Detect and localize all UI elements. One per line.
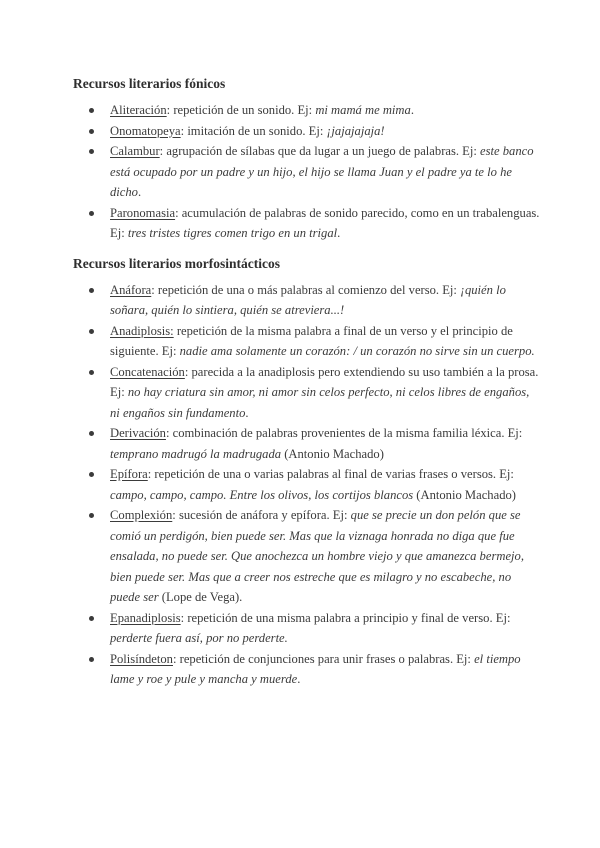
separator: : [151, 282, 158, 297]
example-text: este banco está ocupado por un padre y un hijo, el hijo se llama Juan y el padre ya te lo he dicho [110, 144, 534, 199]
definition-text: repetición de un sonido. Ej: [173, 103, 316, 117]
list-item-epanadiplosis [73, 608, 540, 649]
trailing-text: . [297, 672, 301, 686]
example-text: ¡jajajajaja! [326, 123, 385, 138]
list-item-anafora [73, 280, 540, 321]
list-item-onomatopeya [73, 121, 540, 142]
phonic-devices-list [73, 100, 540, 244]
term-label: Anáfora [110, 282, 152, 297]
term-label: Aliteración [110, 103, 167, 117]
example-text: tres tristes tigres comen trigo en un trigal [127, 226, 338, 240]
definition-text: repetición de una misma palabra a principio y final de verso. Ej: [187, 610, 511, 625]
trailing-text: (Lope de Vega). [158, 590, 243, 604]
bullet-icon [89, 288, 94, 293]
example-text: nadie ama solamente un corazón: / un corazón no sirve sin un cuerpo. [179, 344, 535, 358]
term-label: Derivación [110, 426, 166, 440]
bullet-icon [89, 108, 94, 113]
example-text: campo, campo, campo. Entre los olivos, los cortijos blancos [110, 487, 414, 502]
example-text: que se precie un don pelón que se comió un perdigón, bien puede ser. Mas que la viznaga honrada no diga que fue ensalada, no puede ser. Que anochezca un hombre viejo y que amanezca bermejo, bien puede ser. Mas que a creer nos estreche que es milagro y no escabeche, no puede ser [110, 508, 524, 604]
definition-text: repetición de una o más palabras al comienzo del verso. Ej: [157, 282, 461, 297]
list-item-epifora [73, 464, 540, 505]
bullet-icon [89, 431, 94, 436]
separator: : [165, 426, 173, 440]
separator: : [147, 467, 155, 481]
separator: : [172, 508, 179, 522]
bullet-icon [89, 513, 94, 518]
separator: : [180, 610, 188, 625]
section-heading-phonic: Recursos literarios fónicos [73, 76, 226, 91]
trailing-text: (Antonio Machado) [413, 487, 516, 502]
list-item-anadiplosis [73, 321, 540, 362]
definition-text: repetición de la misma palabra a final de un verso y el principio de siguiente. Ej: [110, 323, 513, 358]
bullet-icon [89, 370, 94, 375]
definition-text: agrupación de sílabas que da lugar a un juego de palabras. Ej: [166, 144, 481, 158]
trailing-text: . [410, 103, 414, 117]
list-item-aliteracion [73, 100, 540, 121]
trailing-text: . [245, 405, 249, 420]
morphosyntactic-devices-list [73, 280, 540, 690]
separator: : [184, 364, 192, 379]
example-text: perderte fuera así, por no perderte. [110, 631, 288, 645]
definition-text: acumulación de palabras de sonido parecido, como en un trabalenguas. Ej: [110, 205, 540, 240]
definition-text: repetición de conjunciones para unir frases o palabras. Ej: [179, 651, 475, 666]
list-item-polisindeton [73, 649, 540, 690]
definition-text: sucesión de anáfora y epífora. Ej: [178, 508, 351, 522]
bullet-icon [89, 211, 94, 216]
term-label: Calambur [110, 144, 160, 158]
definition-text: imitación de un sonido. Ej: [187, 123, 327, 138]
list-item-derivacion [73, 423, 540, 464]
separator: : [172, 651, 180, 666]
definition-text: combinación de palabras provenientes de la misma familia léxica. Ej: [172, 426, 523, 440]
definition-text: parecida a la anadiplosis pero extendiendo su uso también a la prosa. Ej: [110, 364, 539, 399]
bullet-icon [89, 472, 94, 477]
definition-text: repetición de una o varias palabras al final de varias frases o versos. Ej: [154, 467, 514, 481]
trailing-text: . [337, 226, 341, 240]
separator: : [166, 103, 174, 117]
term-label: Polisíndeton [110, 651, 173, 666]
separator: : [180, 123, 188, 138]
bullet-icon [89, 129, 94, 134]
term-label: Epanadiplosis [110, 610, 181, 625]
term-label: Complexión [110, 508, 173, 522]
example-text: el tiempo lame y roe y pule y mancha y muerde [110, 651, 521, 686]
example-text: no hay criatura sin amor, ni amor sin celos perfecto, ni celos libres de engaños, ni engaños sin fundamento [110, 385, 530, 420]
term-label: Anadiplosis: [110, 323, 174, 338]
bullet-icon [89, 616, 94, 621]
term-label: Epífora [110, 467, 148, 481]
list-item-calambur [73, 141, 540, 203]
example-text: ¡quién lo soñara, quién lo sintiera, quién se atreviera...! [110, 282, 506, 317]
list-item-complexion [73, 505, 540, 608]
list-item-concatenacion [73, 362, 540, 424]
separator: : [175, 205, 182, 220]
trailing-text: . [137, 185, 142, 199]
example-text: mi mamá me mima [315, 103, 411, 117]
term-label: Onomatopeya [110, 123, 181, 138]
term-label: Concatenación [110, 364, 185, 379]
section-heading-morphosyntactic: Recursos literarios morfosintácticos [73, 255, 280, 271]
term-label: Paronomasia [110, 205, 176, 220]
separator: : [159, 144, 167, 158]
list-item-paronomasia [73, 203, 540, 244]
bullet-icon [89, 329, 94, 334]
bullet-icon [89, 149, 94, 154]
example-text: temprano madrugó la madrugada [110, 446, 282, 461]
bullet-icon [89, 657, 94, 662]
trailing-text: (Antonio Machado) [281, 446, 384, 461]
